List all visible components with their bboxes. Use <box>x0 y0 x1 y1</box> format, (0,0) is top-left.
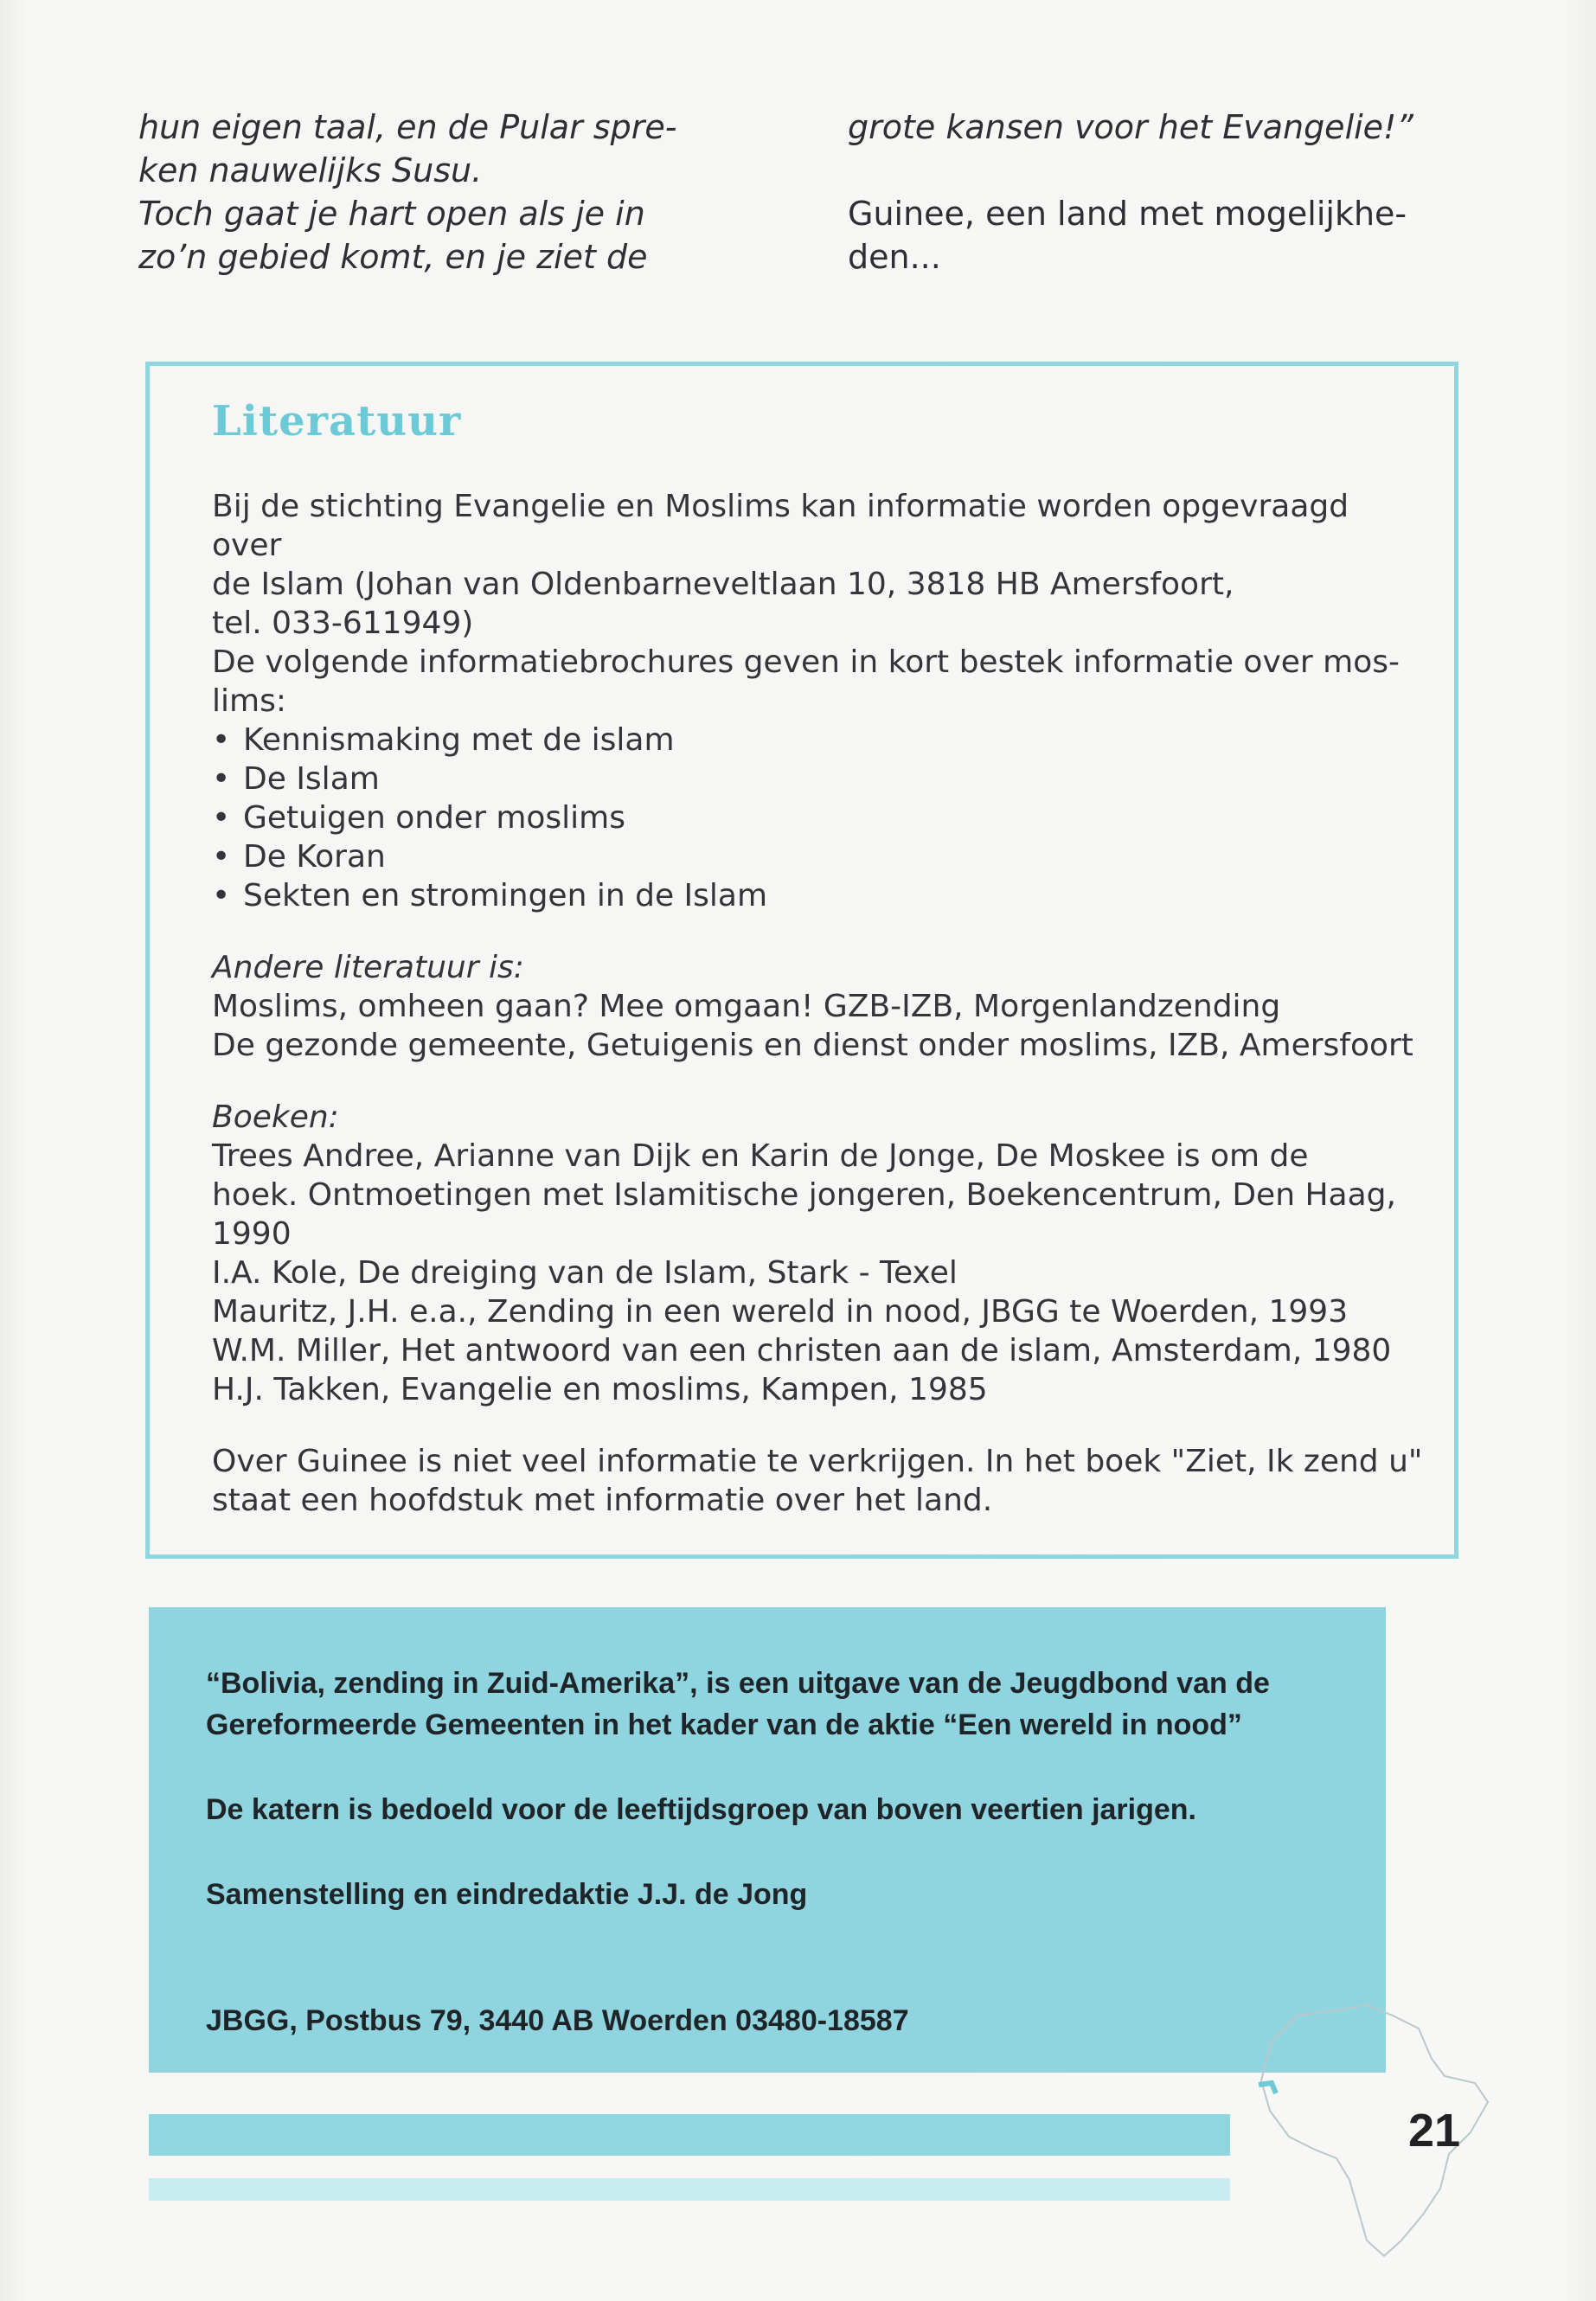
intro-left-line: zo’n gebied komt, en je ziet de <box>138 238 648 276</box>
brochure-item: • De Islam <box>212 760 1423 798</box>
book-line: Trees Andree, Arianne van Dijk en Karin de Jonge, De Moskee is om de <box>212 1138 1309 1174</box>
page-number: 21 <box>1408 2105 1461 2157</box>
literature-intro-line: lims: <box>212 683 286 719</box>
literature-intro-line: Bij de stichting Evangelie en Moslims kan informatie worden opgevraagd over <box>212 489 1349 563</box>
brochure-item: • Kennismaking met de islam <box>212 721 1423 760</box>
book-line: 1990 <box>212 1216 292 1252</box>
colophon-box <box>149 1607 1386 2073</box>
colophon-editor: Samenstelling en eindredaktie J.J. de Jong <box>206 1878 808 1911</box>
book-line: Mauritz, J.H. e.a., Zending in een wereld in nood, JBGG te Woerden, 1993 <box>212 1294 1349 1330</box>
intro-right-column <box>848 106 1471 279</box>
intro-left-column <box>138 106 796 279</box>
book-line: I.A. Kole, De dreiging van de Islam, Stark - Texel <box>212 1255 958 1291</box>
literature-intro-line: de Islam (Johan van Oldenbarneveltlaan 10, 3818 HB Amersfoort, <box>212 567 1234 602</box>
guinee-note-line: Over Guinee is niet veel informatie te verkrijgen. In het boek "Ziet, Ik zend u" <box>212 1444 1423 1479</box>
book-line: hoek. Ontmoetingen met Islamitische jongeren, Boekencentrum, Den Haag, <box>212 1177 1396 1213</box>
other-literature-item: Moslims, omheen gaan? Mee omgaan! GZB-IZB, Morgenlandzending <box>212 989 1281 1024</box>
brochure-item: • De Koran <box>212 837 1423 876</box>
footer-bar-light <box>149 2178 1230 2201</box>
brochure-item: • Getuigen onder moslims <box>212 798 1423 837</box>
intro-right-quote: grote kansen voor het Evangelie!” <box>848 108 1413 146</box>
intro-left-line: hun eigen taal, en de Pular spre- <box>138 108 677 146</box>
guinee-note-line: staat een hoofdstuk met informatie over het land. <box>212 1483 993 1518</box>
book-line: H.J. Takken, Evangelie en moslims, Kampen, 1985 <box>212 1372 988 1407</box>
literature-intro-line: tel. 033-611949) <box>212 606 474 641</box>
africa-map-icon <box>1237 1981 1514 2266</box>
literature-intro-line: De volgende informatiebrochures geven in kort bestek informatie over mos- <box>212 644 1400 680</box>
colophon-address: JBGG, Postbus 79, 3440 AB Woerden 03480-18587 <box>206 2004 909 2037</box>
intro-left-line: Toch gaat je hart open als je in <box>138 195 645 233</box>
intro-right-line: Guinee, een land met mogelijkhe- <box>848 195 1407 233</box>
books-heading: Boeken: <box>212 1099 339 1135</box>
colophon-line: Gereformeerde Gemeenten in het kader van de aktie “Een wereld in nood” <box>206 1708 1242 1741</box>
other-literature-heading: Andere literatuur is: <box>212 950 524 985</box>
literature-body <box>212 487 1423 1520</box>
literature-title: Literatuur <box>212 397 462 445</box>
colophon-line: “Bolivia, zending in Zuid-Amerika”, is een uitgave van de Jeugdbond van de <box>206 1667 1270 1700</box>
intro-right-line: den... <box>848 238 941 276</box>
brochure-list <box>212 721 1423 915</box>
literature-box <box>145 362 1458 1559</box>
book-line: W.M. Miller, Het antwoord van een christen aan de islam, Amsterdam, 1980 <box>212 1333 1392 1368</box>
intro-left-line: ken nauwelijks Susu. <box>138 151 483 189</box>
brochure-item: • Sekten en stromingen in de Islam <box>212 876 1423 915</box>
colophon-audience: De katern is bedoeld voor de leeftijdsgroep van boven veertien jarigen. <box>206 1793 1196 1826</box>
footer-bar <box>149 2114 1230 2156</box>
other-literature-item: De gezonde gemeente, Getuigenis en dienst onder moslims, IZB, Amersfoort <box>212 1028 1413 1063</box>
